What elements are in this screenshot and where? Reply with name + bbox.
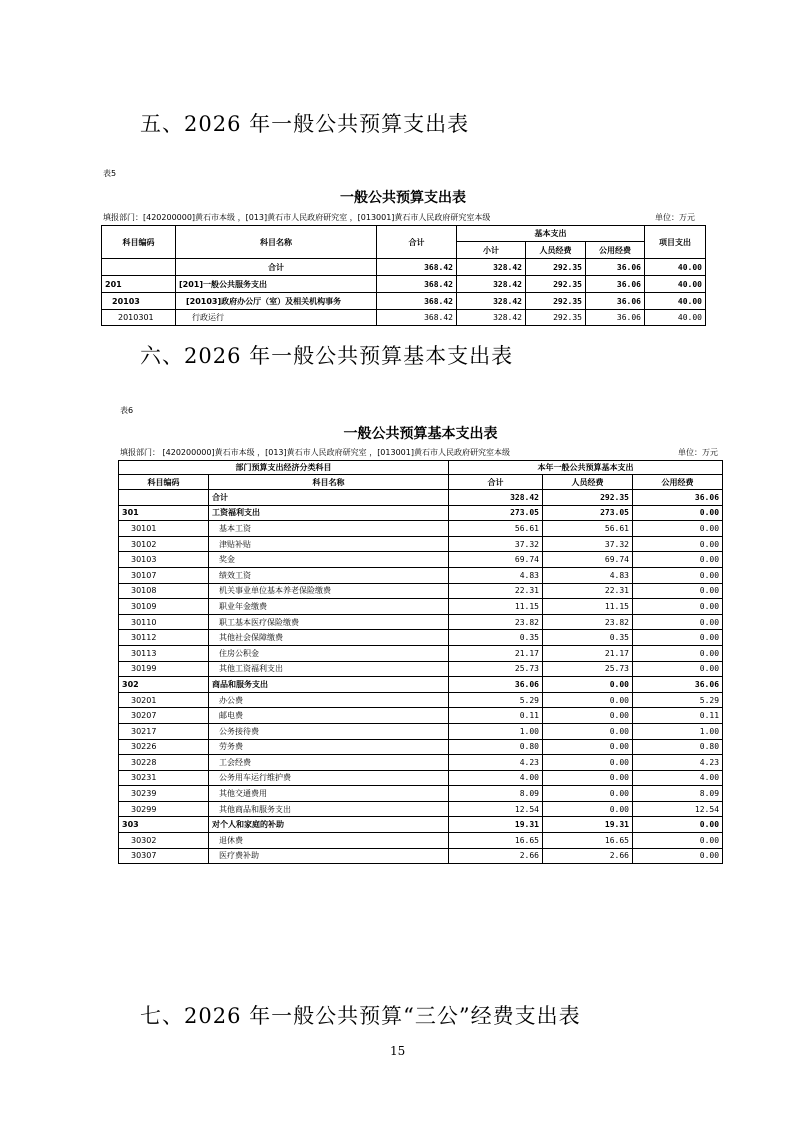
cell-public: 4.23 [633,755,723,771]
table-row [119,536,723,552]
cell-personnel: 0.00 [543,708,633,724]
cell-project: 40.00 [645,293,706,310]
cell-public: 0.00 [633,567,723,583]
cell-personnel: 16.65 [543,833,633,849]
cell-code: 30299 [119,801,209,817]
table-row [119,708,723,724]
table-5-title: 一般公共预算支出表 [340,190,466,206]
cell-public: 4.00 [633,770,723,786]
cell-total: 4.00 [449,770,543,786]
cell-personnel: 0.00 [543,723,633,739]
page-number: 15 [390,1044,406,1058]
cell-personnel: 292.35 [543,490,633,506]
cell-code: 20103 [102,293,176,310]
table-row [119,817,723,833]
table-row [119,848,723,864]
cell-name: [20103]政府办公厅（室）及相关机构事务 [176,293,377,310]
t5-header-personnel: 人员经费 [526,242,586,259]
table-row [119,614,723,630]
cell-total: 22.31 [449,583,543,599]
table-row [119,770,723,786]
cell-public: 8.09 [633,786,723,802]
cell-personnel: 0.00 [543,677,633,693]
table-6-unit: 单位：万元 [678,448,718,457]
table-row [119,645,723,661]
cell-name: 劳务费 [209,739,449,755]
cell-name: 对个人和家庭的补助 [209,817,449,833]
cell-public: 36.06 [586,310,645,326]
cell-personnel: 4.83 [543,567,633,583]
t5-header-total: 合计 [377,226,457,259]
cell-personnel: 292.35 [526,276,586,293]
cell-public: 36.06 [586,276,645,293]
table-6-tag: 表6 [120,406,134,415]
cell-public: 0.00 [633,817,723,833]
table-row [119,786,723,802]
t5-header-project: 项目支出 [645,226,706,259]
cell-public: 5.29 [633,692,723,708]
section-6-title: 六、2026 年一般公共预算基本支出表 [140,344,514,368]
cell-code: 30102 [119,536,209,552]
table-row [119,599,723,615]
cell-public: 0.00 [633,661,723,677]
cell-total: 4.83 [449,567,543,583]
table-row [119,521,723,537]
table-row [102,293,706,310]
cell-name: 其他社会保障缴费 [209,630,449,646]
cell-code [102,259,176,276]
cell-code: 303 [119,817,209,833]
table-row [119,567,723,583]
cell-name: 职业年金缴费 [209,599,449,615]
t5-header-public: 公用经费 [586,242,645,259]
cell-public: 0.80 [633,739,723,755]
cell-total: 368.42 [377,259,457,276]
cell-code: 30107 [119,567,209,583]
cell-name: 办公费 [209,692,449,708]
cell-total: 8.09 [449,786,543,802]
cell-personnel: 56.61 [543,521,633,537]
cell-code: 30231 [119,770,209,786]
cell-code: 30113 [119,645,209,661]
cell-total: 37.32 [449,536,543,552]
cell-code: 30207 [119,708,209,724]
cell-total: 36.06 [449,677,543,693]
cell-project: 40.00 [645,259,706,276]
cell-subtotal: 328.42 [457,293,526,310]
table-5-dept: 填报部门：[420200000]黄石市本级 ，[013]黄石市人民政府研究室 ，[013001]黄石市人民政府研究室本级 [103,213,491,222]
t5-header-name: 科目名称 [176,226,377,259]
cell-personnel: 0.00 [543,786,633,802]
table-row [119,552,723,568]
cell-total: 16.65 [449,833,543,849]
cell-name: 工会经费 [209,755,449,771]
cell-total: 1.00 [449,723,543,739]
cell-code: 30199 [119,661,209,677]
cell-public: 0.11 [633,708,723,724]
cell-personnel: 22.31 [543,583,633,599]
cell-personnel: 0.00 [543,692,633,708]
t6-header-public: 公用经费 [633,475,723,490]
cell-total: 368.42 [377,276,457,293]
cell-name: 行政运行 [176,310,377,326]
cell-name: 住房公积金 [209,645,449,661]
table-row [119,723,723,739]
table-row [119,630,723,646]
section-5-title: 五、2026 年一般公共预算支出表 [140,112,470,136]
cell-name: 其他工资福利支出 [209,661,449,677]
cell-personnel: 292.35 [526,293,586,310]
t5-header-code: 科目编码 [102,226,176,259]
cell-total: 368.42 [377,310,457,326]
table-row [102,276,706,293]
cell-name: 奖金 [209,552,449,568]
cell-code: 30226 [119,739,209,755]
cell-public: 0.00 [633,552,723,568]
cell-total: 0.11 [449,708,543,724]
cell-name: 绩效工资 [209,567,449,583]
table-6-title: 一般公共预算基本支出表 [343,426,498,442]
cell-public: 0.00 [633,630,723,646]
cell-personnel: 11.15 [543,599,633,615]
cell-personnel: 0.00 [543,739,633,755]
cell-name: 其他交通费用 [209,786,449,802]
cell-personnel: 292.35 [526,259,586,276]
cell-name: 商品和服务支出 [209,677,449,693]
cell-total: 21.17 [449,645,543,661]
cell-code: 30110 [119,614,209,630]
cell-subtotal: 328.42 [457,276,526,293]
t6-header-code: 科目编码 [119,475,209,490]
cell-total: 368.42 [377,293,457,310]
cell-total: 69.74 [449,552,543,568]
cell-total: 5.29 [449,692,543,708]
cell-personnel: 0.00 [543,801,633,817]
cell-code: 30307 [119,848,209,864]
cell-name: 机关事业单位基本养老保险缴费 [209,583,449,599]
cell-public: 36.06 [586,293,645,310]
cell-code: 30302 [119,833,209,849]
cell-total: 56.61 [449,521,543,537]
table-row [102,310,706,326]
cell-name: 邮电费 [209,708,449,724]
cell-name: 津贴补贴 [209,536,449,552]
cell-project: 40.00 [645,276,706,293]
t5-header-subtotal: 小计 [457,242,526,259]
cell-personnel: 0.00 [543,755,633,771]
cell-public: 36.06 [633,490,723,506]
table-row [102,259,706,276]
cell-public: 0.00 [633,583,723,599]
cell-total: 25.73 [449,661,543,677]
cell-name: 医疗费补助 [209,848,449,864]
cell-code [119,490,209,506]
cell-subtotal: 328.42 [457,310,526,326]
table-row [119,490,723,506]
table-row [119,801,723,817]
cell-public: 0.00 [633,505,723,521]
cell-personnel: 0.00 [543,770,633,786]
cell-public: 0.00 [633,599,723,615]
cell-code: 30101 [119,521,209,537]
cell-personnel: 0.35 [543,630,633,646]
table-row [119,661,723,677]
cell-name: 合计 [176,259,377,276]
t6-header-personnel: 人员经费 [543,475,633,490]
cell-code: 30201 [119,692,209,708]
cell-code: 302 [119,677,209,693]
cell-total: 328.42 [449,490,543,506]
cell-code: 30103 [119,552,209,568]
cell-public: 0.00 [633,833,723,849]
table-6-dept: 填报部门： [420200000]黄石市本级 ，[013]黄石市人民政府研究室 ，[013001]黄石市人民政府研究室本级 [120,448,510,457]
cell-name: 基本工资 [209,521,449,537]
cell-subtotal: 328.42 [457,259,526,276]
cell-personnel: 2.66 [543,848,633,864]
cell-public: 0.00 [633,521,723,537]
cell-name: 职工基本医疗保险缴费 [209,614,449,630]
cell-total: 11.15 [449,599,543,615]
t6-header-name: 科目名称 [209,475,449,490]
cell-project: 40.00 [645,310,706,326]
cell-code: 30239 [119,786,209,802]
cell-total: 273.05 [449,505,543,521]
cell-personnel: 292.35 [526,310,586,326]
table-row [119,505,723,521]
cell-public: 0.00 [633,614,723,630]
cell-total: 12.54 [449,801,543,817]
t6-header-total: 合计 [449,475,543,490]
cell-code: 30112 [119,630,209,646]
cell-public: 36.06 [586,259,645,276]
cell-total: 0.80 [449,739,543,755]
cell-personnel: 21.17 [543,645,633,661]
cell-personnel: 69.74 [543,552,633,568]
cell-public: 0.00 [633,536,723,552]
cell-code: 30228 [119,755,209,771]
cell-code: 30109 [119,599,209,615]
cell-total: 4.23 [449,755,543,771]
cell-code: 2010301 [102,310,176,326]
table-6 [118,460,723,864]
cell-total: 2.66 [449,848,543,864]
cell-personnel: 37.32 [543,536,633,552]
section-7-title: 七、2026 年一般公共预算“三公”经费支出表 [140,1004,581,1028]
cell-name: 退休费 [209,833,449,849]
cell-code: 201 [102,276,176,293]
table-5-tag: 表5 [103,169,117,178]
cell-name: 其他商品和服务支出 [209,801,449,817]
t6-header-group-left: 部门预算支出经济分类科目 [119,461,449,475]
cell-name: 合计 [209,490,449,506]
cell-personnel: 19.31 [543,817,633,833]
cell-code: 30217 [119,723,209,739]
table-row [119,755,723,771]
table-row [119,583,723,599]
table-5-unit: 单位：万元 [655,213,695,222]
table-5 [101,225,706,326]
cell-name: 公务接待费 [209,723,449,739]
cell-public: 1.00 [633,723,723,739]
table-row [119,677,723,693]
table-row [119,739,723,755]
cell-total: 19.31 [449,817,543,833]
cell-code: 30108 [119,583,209,599]
table-row [119,833,723,849]
cell-code: 301 [119,505,209,521]
cell-personnel: 273.05 [543,505,633,521]
cell-personnel: 23.82 [543,614,633,630]
t5-header-basic: 基本支出 [457,226,645,242]
cell-name: 工资福利支出 [209,505,449,521]
cell-total: 23.82 [449,614,543,630]
cell-personnel: 25.73 [543,661,633,677]
cell-public: 36.06 [633,677,723,693]
cell-name: [201]一般公共服务支出 [176,276,377,293]
cell-public: 0.00 [633,645,723,661]
cell-public: 0.00 [633,848,723,864]
t6-header-group-right: 本年一般公共预算基本支出 [449,461,723,475]
cell-public: 12.54 [633,801,723,817]
cell-total: 0.35 [449,630,543,646]
table-row [119,692,723,708]
cell-name: 公务用车运行维护费 [209,770,449,786]
